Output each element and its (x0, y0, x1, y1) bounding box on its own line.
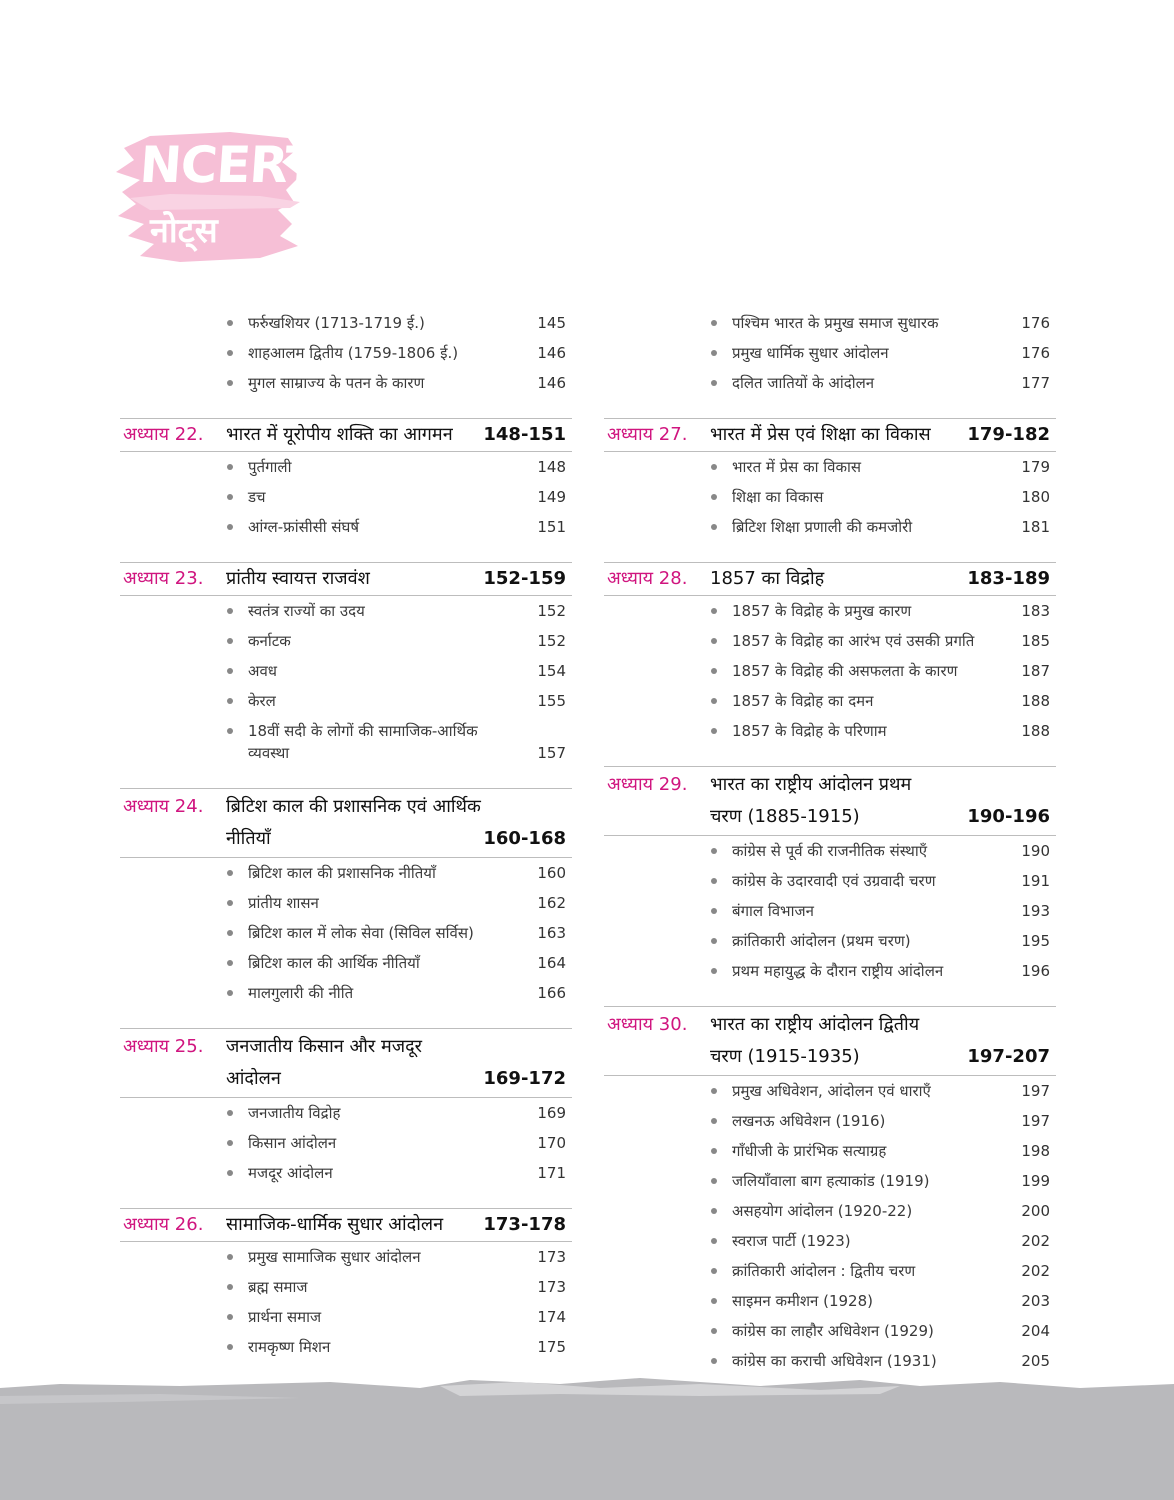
item-text: आंग्ल-फ्रांसीसी संघर्ष (248, 518, 360, 536)
toc-item[interactable] (604, 836, 1056, 866)
item-page: 198 (1021, 1142, 1050, 1160)
toc-item[interactable] (120, 686, 572, 716)
chapter-heading[interactable] (604, 1006, 1056, 1076)
chapter-number: अध्याय 25. (123, 1036, 204, 1057)
bullet-icon (711, 638, 717, 644)
bullet-icon (227, 1254, 233, 1260)
bullet-icon (711, 380, 717, 386)
item-page: 195 (1021, 932, 1050, 950)
item-text: प्रमुख धार्मिक सुधार आंदोलन (732, 344, 889, 362)
toc-item[interactable] (604, 1196, 1056, 1226)
item-page: 191 (1021, 872, 1050, 890)
toc-item[interactable] (120, 512, 572, 542)
chapter-heading[interactable] (120, 1208, 572, 1242)
toc-item[interactable] (604, 716, 1056, 746)
toc-item[interactable] (120, 452, 572, 482)
toc-item[interactable] (604, 368, 1056, 398)
toc-item[interactable] (604, 1286, 1056, 1316)
bullet-icon (711, 1358, 717, 1364)
chapter-number: अध्याय 26. (123, 1214, 204, 1235)
bullet-icon (711, 524, 717, 530)
item-page: 151 (537, 518, 566, 536)
item-page: 190 (1021, 842, 1050, 860)
item-page: 205 (1021, 1352, 1050, 1370)
item-text: जलियाँवाला बाग हत्याकांड (1919) (732, 1172, 930, 1190)
bullet-icon (227, 1314, 233, 1320)
toc-item[interactable] (120, 858, 572, 888)
toc-item[interactable] (604, 926, 1056, 956)
item-text: ब्रिटिश काल में लोक सेवा (सिविल सर्विस) (248, 924, 474, 942)
bullet-icon (711, 1328, 717, 1334)
bullet-icon (711, 1148, 717, 1154)
item-page: 157 (537, 744, 566, 762)
item-page: 177 (1021, 374, 1050, 392)
item-text: मजदूर आंदोलन (248, 1164, 333, 1182)
toc-item[interactable] (604, 686, 1056, 716)
chapter-heading[interactable] (604, 562, 1056, 596)
item-page: 202 (1021, 1232, 1050, 1250)
toc-item[interactable] (604, 308, 1056, 338)
bullet-icon (711, 668, 717, 674)
item-text: कांग्रेस का लाहौर अधिवेशन (1929) (732, 1322, 934, 1340)
chapter-heading[interactable] (604, 766, 1056, 836)
ncert-notes-logo (110, 128, 321, 264)
toc-item[interactable] (604, 1106, 1056, 1136)
item-text: पश्चिम भारत के प्रमुख समाज सुधारक (732, 314, 939, 332)
toc-item[interactable] (604, 1076, 1056, 1106)
item-page: 149 (537, 488, 566, 506)
chapter-page-range: 169-172 (483, 1068, 566, 1089)
toc-item[interactable] (120, 1098, 572, 1128)
item-text: कांग्रेस से पूर्व की राजनीतिक संस्थाएँ (732, 842, 928, 860)
item-text: शाहआलम द्वितीय (1759-1806 ई.) (248, 344, 459, 362)
item-page: 197 (1021, 1112, 1050, 1130)
bullet-icon (711, 1178, 717, 1184)
logo-line1: NCERT (137, 136, 321, 194)
item-page: 196 (1021, 962, 1050, 980)
bullet-icon (711, 1298, 717, 1304)
toc-item[interactable] (604, 596, 1056, 626)
toc-item[interactable] (120, 308, 572, 338)
chapter-title: भारत का राष्ट्रीय आंदोलन द्वितीय (710, 1014, 920, 1035)
item-text: कर्नाटक (248, 632, 291, 650)
toc-item[interactable] (604, 866, 1056, 896)
item-page: 154 (537, 662, 566, 680)
chapter-29 (604, 766, 1056, 986)
chapter-page-range: 148-151 (483, 424, 566, 445)
item-text: लखनऊ अधिवेशन (1916) (732, 1112, 886, 1130)
item-page: 169 (537, 1104, 566, 1122)
item-text: जनजातीय विद्रोह (248, 1104, 341, 1122)
toc-item[interactable] (604, 338, 1056, 368)
item-page: 183 (1021, 602, 1050, 620)
toc-item[interactable] (120, 1332, 572, 1362)
chapter-page-range: 179-182 (967, 424, 1050, 445)
bullet-icon (227, 494, 233, 500)
item-text: मुगल साम्राज्य के पतन के कारण (248, 374, 425, 392)
toc-item[interactable] (120, 888, 572, 918)
item-text: 1857 के विद्रोह के परिणाम (732, 722, 887, 740)
bullet-icon (227, 524, 233, 530)
bullet-icon (227, 990, 233, 996)
item-text: 1857 के विद्रोह की असफलता के कारण (732, 662, 958, 680)
chapter-page-range: 173-178 (483, 1214, 566, 1235)
item-page: 162 (537, 894, 566, 912)
item-page: 200 (1021, 1202, 1050, 1220)
item-page: 185 (1021, 632, 1050, 650)
chapter-title: जनजातीय किसान और मजदूर (226, 1036, 423, 1057)
item-text: फर्रुखशियर (1713-1719 ई.) (248, 314, 425, 332)
toc-item[interactable] (120, 1242, 572, 1272)
bullet-icon (711, 608, 717, 614)
chapter-heading[interactable] (120, 418, 572, 452)
toc-item[interactable] (120, 1128, 572, 1158)
toc-item[interactable] (604, 1346, 1056, 1376)
chapter-title: 1857 का विद्रोह (710, 568, 825, 589)
footer-brush-band (0, 1374, 1174, 1500)
item-text: क्रांतिकारी आंदोलन (प्रथम चरण) (732, 932, 911, 950)
item-page: 173 (537, 1248, 566, 1266)
toc-item[interactable] (120, 948, 572, 978)
item-page: 202 (1021, 1262, 1050, 1280)
chapter-number: अध्याय 24. (123, 796, 204, 817)
item-page: 175 (537, 1338, 566, 1356)
item-text: 1857 के विद्रोह का आरंभ एवं उसकी प्रगति (732, 632, 975, 650)
toc-item[interactable] (120, 656, 572, 686)
item-text: बंगाल विभाजन (732, 902, 814, 920)
chapter-25 (120, 1028, 572, 1188)
item-page: 180 (1021, 488, 1050, 506)
item-text: प्रांतीय शासन (248, 894, 319, 912)
item-page: 199 (1021, 1172, 1050, 1190)
item-text: असहयोग आंदोलन (1920-22) (732, 1202, 913, 1220)
item-text: 1857 के विद्रोह के प्रमुख कारण (732, 602, 912, 620)
chapter-26 (120, 1208, 572, 1362)
chapter-page-range: 152-159 (483, 568, 566, 589)
item-text: साइमन कमीशन (1928) (732, 1292, 873, 1310)
bullet-icon (711, 1238, 717, 1244)
item-text: ब्रिटिश काल की प्रशासनिक नीतियाँ (248, 864, 436, 882)
item-page: 166 (537, 984, 566, 1002)
toc-item[interactable] (604, 482, 1056, 512)
item-page: 171 (537, 1164, 566, 1182)
bullet-icon (711, 464, 717, 470)
bullet-icon (227, 900, 233, 906)
item-page: 193 (1021, 902, 1050, 920)
toc-item[interactable] (120, 1302, 572, 1332)
chapter-page-range: 160-168 (483, 828, 566, 849)
chapter-number: अध्याय 23. (123, 568, 204, 589)
chapter-28 (604, 562, 1056, 746)
chapter-title: भारत में यूरोपीय शक्ति का आगमन (226, 424, 453, 445)
chapter-30 (604, 1006, 1056, 1376)
chapter-23 (120, 562, 572, 768)
item-page: 163 (537, 924, 566, 942)
bullet-icon (227, 668, 233, 674)
bullet-icon (227, 350, 233, 356)
bullet-icon (227, 1284, 233, 1290)
bullet-icon (227, 464, 233, 470)
item-page: 179 (1021, 458, 1050, 476)
logo-line2: नोट्स (150, 211, 218, 251)
item-page: 170 (537, 1134, 566, 1152)
item-page: 188 (1021, 722, 1050, 740)
toc-item[interactable] (604, 626, 1056, 656)
bullet-icon (227, 930, 233, 936)
bullet-icon (227, 728, 233, 734)
toc-item[interactable] (120, 1158, 572, 1188)
chapter-heading[interactable] (120, 788, 572, 858)
chapter-24 (120, 788, 572, 1008)
toc-item[interactable] (604, 1226, 1056, 1256)
toc-item[interactable] (604, 452, 1056, 482)
bullet-icon (227, 608, 233, 614)
item-page: 174 (537, 1308, 566, 1326)
item-page: 176 (1021, 314, 1050, 332)
bullet-icon (227, 638, 233, 644)
item-text: प्रमुख अधिवेशन, आंदोलन एवं धाराएँ (732, 1082, 931, 1100)
bullet-icon (227, 1344, 233, 1350)
bullet-icon (711, 1088, 717, 1094)
item-text: ब्रिटिश शिक्षा प्रणाली की कमजोरी (732, 518, 913, 536)
item-page: 188 (1021, 692, 1050, 710)
toc-item[interactable] (604, 1166, 1056, 1196)
toc-right-column (604, 308, 1056, 1376)
chapter-page-range: 197-207 (967, 1046, 1050, 1067)
item-page: 181 (1021, 518, 1050, 536)
item-page: 164 (537, 954, 566, 972)
chapter-page-range: 183-189 (967, 568, 1050, 589)
item-text: स्वराज पार्टी (1923) (732, 1232, 851, 1250)
item-text: दलित जातियों के आंदोलन (732, 374, 875, 392)
item-text: केरल (248, 692, 276, 710)
item-text: पुर्तगाली (248, 458, 292, 476)
toc-item[interactable] (120, 368, 572, 398)
toc-item[interactable] (120, 596, 572, 626)
chapter-22 (120, 418, 572, 542)
toc-item[interactable] (604, 1256, 1056, 1286)
chapter-page-range: 190-196 (967, 806, 1050, 827)
toc-item[interactable] (604, 512, 1056, 542)
bullet-icon (227, 380, 233, 386)
item-page: 155 (537, 692, 566, 710)
chapter-heading[interactable] (604, 418, 1056, 452)
bullet-icon (711, 698, 717, 704)
item-page: 197 (1021, 1082, 1050, 1100)
chapter-number: अध्याय 29. (607, 774, 688, 795)
item-page: 160 (537, 864, 566, 882)
bullet-icon (711, 1118, 717, 1124)
bullet-icon (711, 728, 717, 734)
chapter-heading[interactable] (120, 562, 572, 596)
bullet-icon (711, 1268, 717, 1274)
bullet-icon (227, 320, 233, 326)
item-text: किसान आंदोलन (248, 1134, 337, 1152)
bullet-icon (711, 878, 717, 884)
item-text: क्रांतिकारी आंदोलन : द्वितीय चरण (732, 1262, 916, 1280)
bullet-icon (227, 1170, 233, 1176)
chapter-number: अध्याय 30. (607, 1014, 688, 1035)
toc-item[interactable] (120, 716, 572, 768)
item-text: प्रमुख सामाजिक सुधार आंदोलन (248, 1248, 421, 1266)
item-text: डच (248, 488, 266, 506)
bullet-icon (711, 1208, 717, 1214)
chapter-title: भारत में प्रेस एवं शिक्षा का विकास (710, 424, 931, 445)
chapter-number: अध्याय 28. (607, 568, 688, 589)
chapter-title: प्रांतीय स्वायत्त राजवंश (226, 568, 370, 589)
item-page: 176 (1021, 344, 1050, 362)
item-page: 146 (537, 374, 566, 392)
chapter-title-line2: नीतियाँ (226, 828, 271, 849)
item-page: 173 (537, 1278, 566, 1296)
chapter-title: सामाजिक-धार्मिक सुधार आंदोलन (226, 1214, 444, 1235)
item-text: कांग्रेस के उदारवादी एवं उग्रवादी चरण (732, 872, 936, 890)
bullet-icon (711, 494, 717, 500)
bullet-icon (711, 848, 717, 854)
toc-left-column (120, 308, 572, 1362)
item-text: भारत में प्रेस का विकास (732, 458, 862, 476)
bullet-icon (711, 968, 717, 974)
item-text: ब्रिटिश काल की आर्थिक नीतियाँ (248, 954, 420, 972)
item-text: 1857 के विद्रोह का दमन (732, 692, 874, 710)
item-text: स्वतंत्र राज्यों का उदय (248, 602, 365, 620)
chapter-title-line2: चरण (1885-1915) (710, 806, 860, 827)
bullet-icon (227, 1140, 233, 1146)
item-page: 204 (1021, 1322, 1050, 1340)
toc-item[interactable] (120, 482, 572, 512)
chapter-title-line2: चरण (1915-1935) (710, 1046, 860, 1067)
item-text: 18वीं सदी के लोगों की सामाजिक-आर्थिक व्यवस्था (248, 722, 478, 762)
bullet-icon (227, 960, 233, 966)
chapter-title: ब्रिटिश काल की प्रशासनिक एवं आर्थिक (226, 796, 481, 817)
bullet-icon (711, 350, 717, 356)
item-text: रामकृष्ण मिशन (248, 1338, 331, 1356)
toc-item[interactable] (604, 896, 1056, 926)
chapter-title-line2: आंदोलन (226, 1068, 281, 1089)
toc-item[interactable] (120, 1272, 572, 1302)
bullet-icon (711, 908, 717, 914)
bullet-icon (227, 870, 233, 876)
item-text: शिक्षा का विकास (732, 488, 824, 506)
chapter-27 (604, 418, 1056, 542)
bullet-icon (227, 1110, 233, 1116)
chapter-heading[interactable] (120, 1028, 572, 1098)
toc-item[interactable] (120, 918, 572, 948)
item-text: ब्रह्म समाज (248, 1278, 308, 1296)
item-text: कांग्रेस का कराची अधिवेशन (1931) (732, 1352, 937, 1370)
item-text: प्रार्थना समाज (248, 1308, 322, 1326)
item-page: 152 (537, 632, 566, 650)
bullet-icon (711, 938, 717, 944)
toc-item[interactable] (120, 338, 572, 368)
toc-item[interactable] (120, 978, 572, 1008)
item-page: 187 (1021, 662, 1050, 680)
chapter-number: अध्याय 22. (123, 424, 204, 445)
bullet-icon (227, 698, 233, 704)
item-page: 146 (537, 344, 566, 362)
item-page: 203 (1021, 1292, 1050, 1310)
toc-item[interactable] (604, 956, 1056, 986)
item-page: 148 (537, 458, 566, 476)
item-text: अवध (248, 662, 278, 680)
item-page: 145 (537, 314, 566, 332)
bullet-icon (711, 320, 717, 326)
chapter-title: भारत का राष्ट्रीय आंदोलन प्रथम (710, 774, 912, 795)
toc-item[interactable] (604, 1316, 1056, 1346)
item-page: 152 (537, 602, 566, 620)
item-text: मालगुलारी की नीति (248, 984, 354, 1002)
item-text: गाँधीजी के प्रारंभिक सत्याग्रह (732, 1142, 887, 1160)
chapter-number: अध्याय 27. (607, 424, 688, 445)
toc-item[interactable] (120, 626, 572, 656)
toc-item[interactable] (604, 656, 1056, 686)
item-text: प्रथम महायुद्ध के दौरान राष्ट्रीय आंदोलन (732, 962, 944, 980)
toc-item[interactable] (604, 1136, 1056, 1166)
